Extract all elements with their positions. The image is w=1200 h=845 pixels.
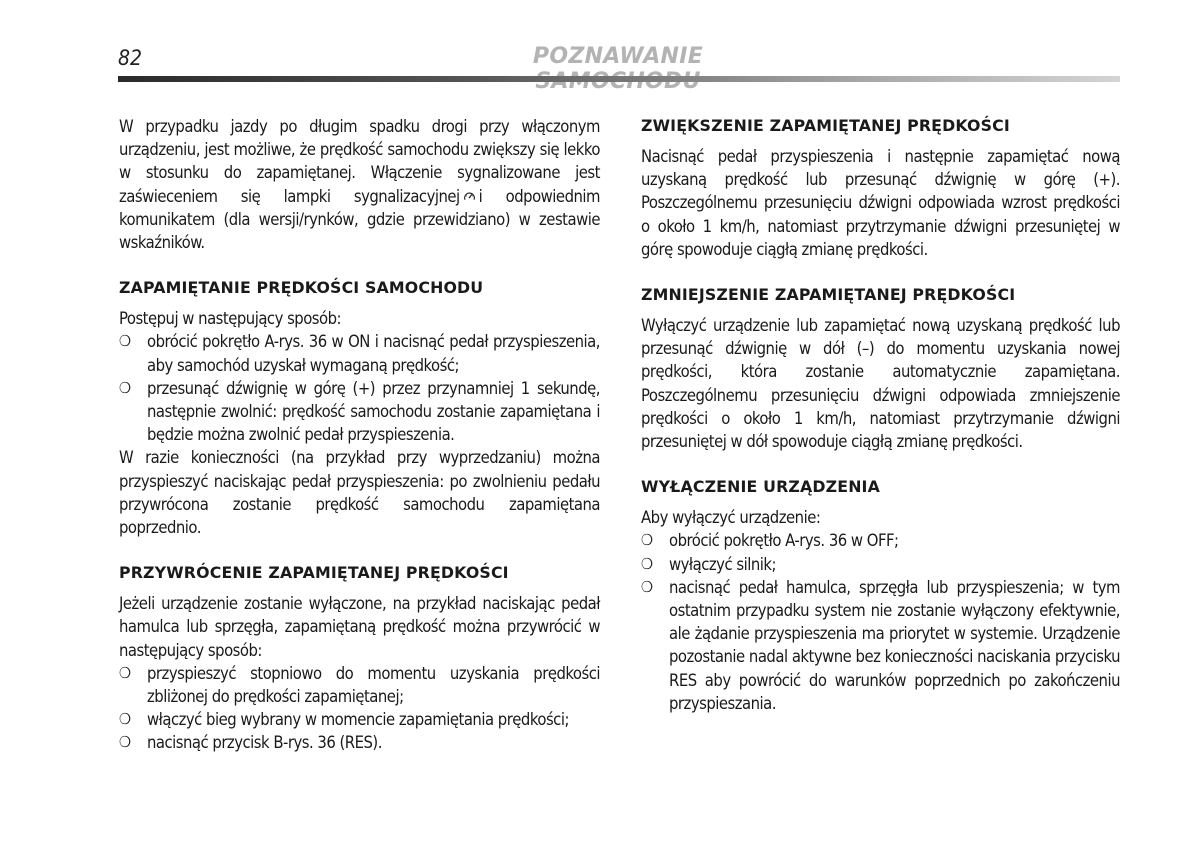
device-off-lead: Aby wyłączyć urządzenie: xyxy=(641,508,821,528)
left-column xyxy=(119,115,600,755)
section-title: POZNAWANIE xyxy=(532,44,704,69)
page-header xyxy=(118,44,1118,74)
right-column xyxy=(641,115,1120,715)
cruise-control-icon xyxy=(463,190,476,203)
device-off-list xyxy=(641,529,1120,715)
bullet-icon: ❍ xyxy=(641,554,653,573)
bullet-icon: ❍ xyxy=(119,663,131,682)
heading-speed-increase: ZWIĘKSZENIE ZAPAMIĘTANEJ PRĘDKOŚCI xyxy=(641,116,1010,135)
bullet-icon: ❍ xyxy=(119,332,131,351)
list-item: ❍ obrócić pokrętło A-rys. 36 w ON i nacisnąć pedał przyspieszenia, aby samochód uzyskał wymaganą prędkość; xyxy=(119,332,600,375)
speed-memorize-text: W razie konieczności (na przykład przy wyprzedzaniu) można przyspieszyć naciskając pedał przyspieszenia: po zwolnieniu pedału przywrócona zostanie prędkość samochodu zapamiętana poprzednio. xyxy=(119,448,600,538)
heading-speed-memorize: ZAPAMIĘTANIE PRĘDKOŚCI SAMOCHODU xyxy=(119,278,484,298)
speed-restore-list xyxy=(119,662,600,755)
speed-increase-text: Nacisnąć pedał przyspieszenia i następnie zapamiętać nową uzyskaną prędkość lub przesunąć dźwignię w górę (+). Poszczególnemu przesunięciu dźwigni odpowiada wzrost prędkości o około 1 km/h, natomiast przytrzymanie dźwigni przesuniętej w górę spowoduje ciągłą zmianę prędkości. xyxy=(641,147,1120,259)
list-item: ❍ nacisnąć przycisk B-rys. 36 (RES). xyxy=(119,731,600,754)
speed-memorize-list xyxy=(119,330,600,446)
header-rule xyxy=(118,76,1120,82)
list-item: ❍ obrócić pokrętło A-rys. 36 w OFF; xyxy=(641,529,1120,552)
speed-restore-lead: Jeżeli urządzenie zostanie wyłączone, na przykład naciskając pedał hamulca lub sprzęgła, zapamiętaną prędkość można przywrócić w następujący sposób: xyxy=(119,594,600,660)
bullet-icon: ❍ xyxy=(119,378,131,397)
bullet-icon: ❍ xyxy=(119,733,131,752)
list-item: ❍ wyłączyć silnik; xyxy=(641,553,1120,576)
intro-paragraph: W przypadku jazdy po długim spadku drogi przy włączonym urządzeniu, jest możliwe, że prędkość samochodu zwiększy się lekko w stosunku do zapamiętanej. Włączenie sygnalizowane jest zaświeceniem się lampki sygnalizacyjnej i odpowiednim komunikatem (dla wersji/rynków, gdzie przewidziano) w zestawie wskaźników. xyxy=(119,117,600,253)
bullet-icon: ❍ xyxy=(119,710,131,729)
list-item: ❍ włączyć bieg wybrany w momencie zapamiętania prędkości; xyxy=(119,708,600,731)
heading-speed-restore: PRZYWRÓCENIE ZAPAMIĘTANEJ PRĘDKOŚCI xyxy=(119,563,509,583)
bullet-icon: ❍ xyxy=(641,531,653,550)
speed-decrease-text: Wyłączyć urządzenie lub zapamiętać nową uzyskaną prędkość lub przesunąć dźwignię w dół (–) do momentu uzyskania nowej prędkości, która zostanie automatycznie zapamiętana. Poszczególnemu przesunięciu dźwigni odpowiada zmniejszenie prędkości o około 1 km/h, natomiast przytrzymanie dźwigni przesuniętej w dół spowoduje ciągłą zmianę prędkości. xyxy=(641,316,1120,452)
heading-device-off: WYŁĄCZENIE URZĄDZENIA xyxy=(641,477,880,497)
list-item: ❍ przyspieszyć stopniowo do momentu uzyskania prędkości zbliżonej do prędkości zapamiętanej; xyxy=(119,663,600,707)
speed-memorize-lead: Postępuj w następujący sposób: xyxy=(119,309,342,329)
bullet-icon: ❍ xyxy=(641,577,653,596)
page-number: 82 xyxy=(118,46,143,70)
list-item: ❍ nacisnąć pedał hamulca, sprzęgła lub przyspieszenia; w tym ostatnim przypadku system nie zostanie wyłączony efektywnie, ale żądanie przyspieszenia ma priorytet w systemie. Urządzenie pozostanie nadal aktywne bez konieczności naciskania przycisku RES aby powrócić do warunków poprzednich po zakończeniu przyspieszania. xyxy=(641,577,1120,713)
list-item: ❍ przesunąć dźwignię w górę (+) przez przynamniej 1 sekundę, następnie zwolnić: prędkość samochodu zostanie zapamiętana i będzie można zwolnić pedał przyspieszenia. xyxy=(119,378,600,445)
heading-speed-decrease: ZMNIEJSZENIE ZAPAMIĘTANEJ PRĘDKOŚCI xyxy=(641,285,1016,305)
